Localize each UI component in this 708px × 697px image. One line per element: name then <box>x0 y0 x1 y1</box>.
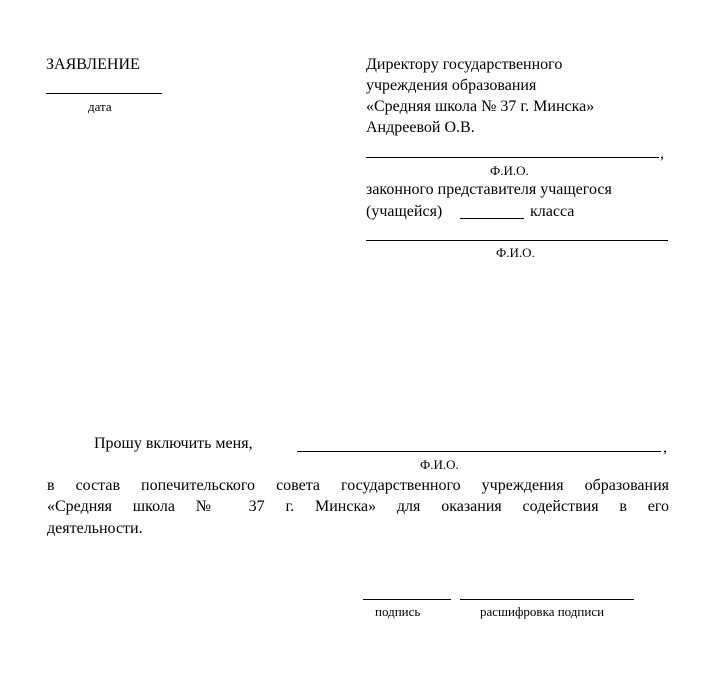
request-text: Прошу включить меня, <box>94 435 253 452</box>
applicant-name-line <box>366 157 659 158</box>
addressee-line-4: Андреевой О.В. <box>366 119 475 136</box>
fio-caption-2: Ф.И.О. <box>496 245 535 260</box>
class-number-line <box>460 218 524 219</box>
request-name-line <box>297 451 661 452</box>
student-line-end: класса <box>530 203 575 220</box>
addressee-line-3: «Средняя школа № 37 г. Минска» <box>366 98 595 115</box>
request-comma: , <box>663 439 667 456</box>
body-line-1: в состав попечительского совета государственного учреждения образования <box>47 477 669 494</box>
signature-caption: подпись <box>375 604 421 619</box>
fio-caption-3: Ф.И.О. <box>420 457 459 472</box>
addressee-line-2: учреждения образования <box>366 77 537 94</box>
date-line <box>46 93 162 94</box>
application-title: ЗАЯВЛЕНИЕ <box>46 56 140 73</box>
date-caption: дата <box>88 99 112 114</box>
signature-line <box>363 599 451 600</box>
fio-caption-1: Ф.И.О. <box>490 163 529 178</box>
addressee-line-1: Директору государственного <box>366 56 563 73</box>
student-line-start: (учащейся) <box>366 203 443 220</box>
body-line-3: деятельности. <box>47 520 143 537</box>
student-name-line <box>366 240 668 241</box>
decoding-caption: расшифровка подписи <box>480 604 605 619</box>
decoding-line <box>460 599 634 600</box>
body-line-2: «Средняя школа № 37 г. Минска» для оказания содействия в его <box>47 498 669 515</box>
addressee-comma: , <box>660 145 664 162</box>
representative-line: законного представителя учащегося <box>366 181 612 198</box>
